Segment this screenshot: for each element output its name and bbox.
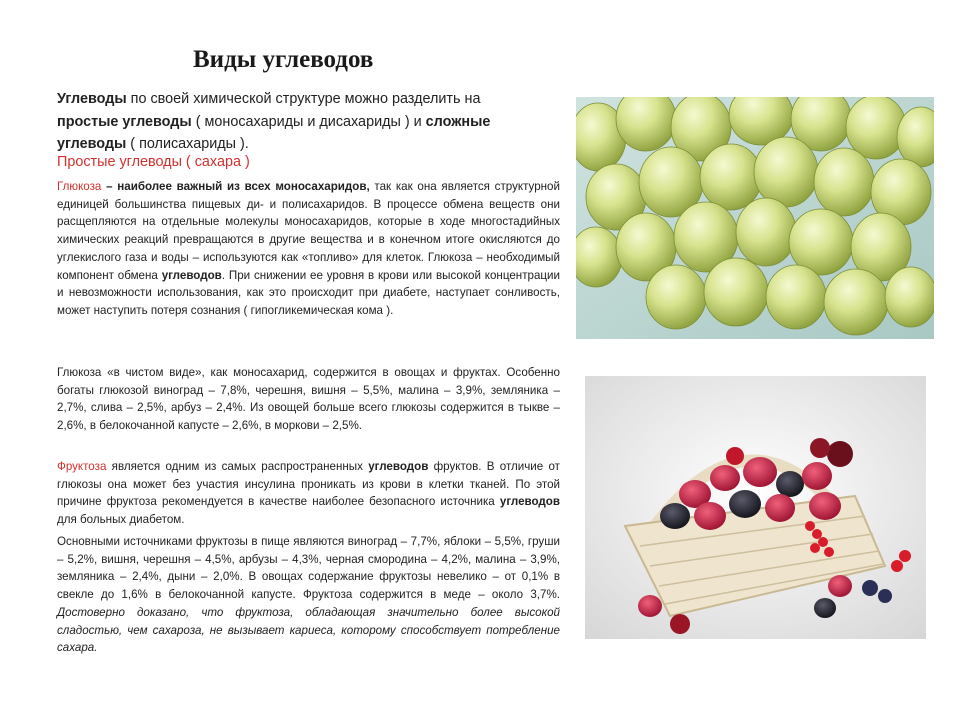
term-fructose: Фруктоза	[57, 460, 107, 473]
intro-text: ( полисахариды ).	[126, 136, 249, 152]
paragraph-text: фруктов. В отличие от глюкозы она может без участия инсулина проникать из крови в клетки тканей. По этой причине фруктоза рекомендуется в качестве наиболее безопасного источника	[57, 460, 560, 509]
term-glucose: Глюкоза	[57, 180, 102, 193]
term-carbs: углеводов	[368, 460, 429, 473]
green-grapes-photo	[576, 97, 934, 339]
glucose-definition: – наиболее важный из всех моносахаридов,	[101, 180, 370, 193]
fructose-sources-paragraph	[57, 533, 560, 657]
slide-title: Виды углеводов	[193, 46, 374, 73]
intro-term-simple: простые углеводы	[57, 113, 192, 130]
section-subheading: Простые углеводы ( сахара )	[57, 154, 250, 170]
intro-text: по своей химической структуре можно разделить на	[126, 91, 481, 107]
intro-paragraph	[57, 88, 535, 156]
glucose-sources-paragraph: Глюкоза «в чистом виде», как моносахарид, содержится в овощах и фруктах. Особенно богаты глюкозой виноград – 7,8%, черешня, вишня – 5,5%, малина – 3,9%, земляника – 2,7%, слива – 2,5%, арбуз – 2,4%. Из овощей больше всего глюкозы содержится в тыкве – 2,6%, в белокочанной капусте – 2,6%, в моркови – 2,5%.	[57, 366, 560, 433]
paragraph-text: так как она является структурной единицей большинства пищевых ди- и полисахаридов. В процессе обмена веществ они расщепляются на отдельные молекулы моносахаридов, которые в ходе многостадийных химических реакций превращаются в другие вещества и в конечном итоге окисляются до углекислого газа и воды – используются как «топливо» для клеток. Глюкоза – необходимый компонент обмена	[57, 180, 560, 282]
berry-basket-photo	[585, 376, 926, 639]
fructose-paragraph	[57, 458, 560, 529]
paragraph-text: для больных диабетом.	[57, 513, 185, 527]
term-carbs: углеводов	[161, 268, 222, 282]
paragraph-text: . При снижении ее уровня в крови или высокой концентрации и невозможности использования, как это происходит при диабете, наступает сонливость, может наступить потеря сознания ( гипогликемическая кома ).	[57, 268, 560, 317]
intro-text: ( моносахариды и дисахариды ) и	[191, 113, 426, 130]
glucose-paragraph	[57, 178, 560, 320]
paragraph-text: является одним из самых распространенных	[106, 460, 369, 473]
term-carbs: углеводов	[499, 495, 560, 509]
paragraph-italic-text: Достоверно доказано, что фруктоза, обладающая значительно более высокой сладостью, чем сахароза, не вызывает кариеса, которому способствует потребление сахара.	[57, 605, 560, 655]
paragraph-text: Основными источниками фруктозы в пище являются виноград – 7,7%, яблоки – 5,5%, груши – 5,2%, вишня, черешня – 4,5%, арбузы – 4,3%, черная смородина – 4,2%, малина – 3,9%, земляника – 2,4%, дыни – 2,0%. В овощах содержание фруктозы невелико – от 0,1% в свекле до 1,6% в белокочанной капусте. Фруктоза содержится в меде – около 3,7%.	[57, 535, 560, 602]
intro-term-carbs: Углеводы	[57, 91, 127, 107]
intro-term-complex: сложные углеводы	[57, 113, 491, 152]
